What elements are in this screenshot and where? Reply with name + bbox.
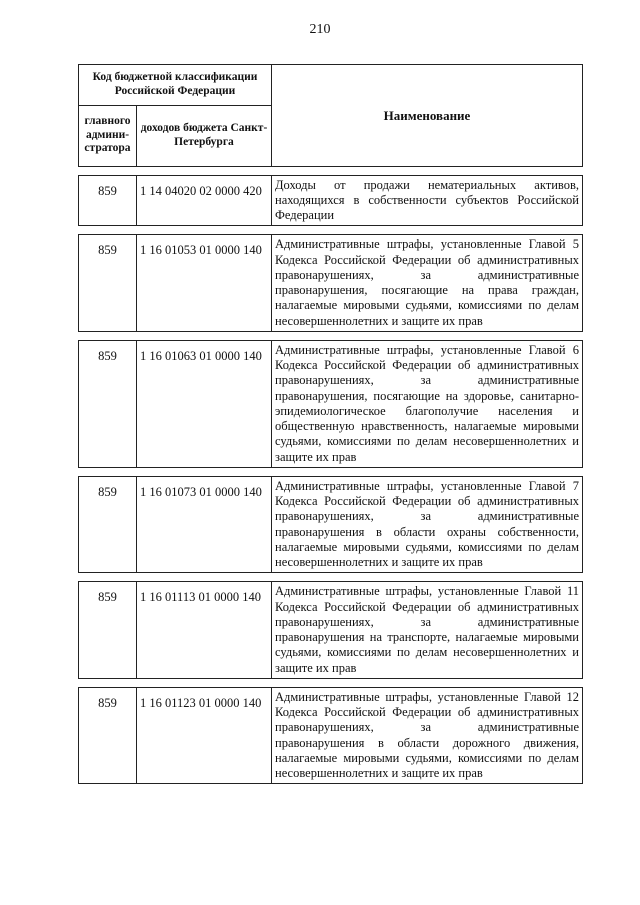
name-cell: Административные штрафы, установленные Главой 7 Кодекса Российской Федерации об административных правонарушениях, за административные правонарушения в области охраны собственности, налагаемые мировыми судьями, комиссиями по делам несовершеннолетних и защите их прав [272,476,583,573]
name-cell: Административные штрафы, установленные Главой 12 Кодекса Российской Федерации об административных правонарушениях, за административные правонарушения в области дорожного движения, налагаемые мировыми судьями, комиссиями по делам несовершеннолетних и защите их прав [272,687,583,784]
admin-code-cell: 859 [79,476,137,573]
income-code-cell: 1 16 01063 01 0000 140 [137,340,272,467]
row-gap [79,678,583,687]
row-gap [79,331,583,340]
admin-code-cell: 859 [79,175,137,226]
row-gap [79,166,583,175]
income-code-cell: 1 14 04020 02 0000 420 [137,175,272,226]
header-chief-administrator: главного админи-стратора [79,105,137,166]
name-cell: Административные штрафы, установленные Главой 6 Кодекса Российской Федерации об административных правонарушениях, за административные правонарушения, посягающие на здоровье, санитарно-эпидемиологическое благополучие населения и общественную нравственность, налагаемые мировыми судьями, комиссиями по делам несовершеннолетних и защите их прав [272,340,583,467]
admin-code-cell: 859 [79,235,137,332]
table-row [79,687,583,784]
admin-code-cell: 859 [79,687,137,784]
budget-code-table [78,64,583,784]
table-row [79,340,583,467]
table-header [79,65,583,167]
header-name: Наименование [272,65,583,167]
income-code-cell: 1 16 01073 01 0000 140 [137,476,272,573]
header-income-code: доходов бюджета Санкт-Петербурга [137,105,272,166]
table-row [79,582,583,679]
table-row [79,476,583,573]
name-cell: Административные штрафы, установленные Главой 5 Кодекса Российской Федерации об административных правонарушениях, за административные правонарушения, посягающие на права граждан, налагаемые мировыми судьями, комиссиями по делам несовершеннолетних и защите их прав [272,235,583,332]
row-gap [79,226,583,235]
admin-code-cell: 859 [79,582,137,679]
name-cell: Административные штрафы, установленные Главой 11 Кодекса Российской Федерации об административных правонарушениях, за административные правонарушения на транспорте, налагаемые мировыми судьями, комиссиями по делам несовершеннолетних и защите их прав [272,582,583,679]
table-row [79,175,583,226]
income-code-cell: 1 16 01123 01 0000 140 [137,687,272,784]
table-row [79,235,583,332]
name-cell: Доходы от продажи нематериальных активов, находящихся в собственности субъектов Российской Федерации [272,175,583,226]
header-budget-classification: Код бюджетной классификации Российской Федерации [79,65,272,106]
page-number: 210 [309,22,331,37]
row-gap [79,467,583,476]
row-gap [79,573,583,582]
income-code-cell: 1 16 01053 01 0000 140 [137,235,272,332]
admin-code-cell: 859 [79,340,137,467]
income-code-cell: 1 16 01113 01 0000 140 [137,582,272,679]
